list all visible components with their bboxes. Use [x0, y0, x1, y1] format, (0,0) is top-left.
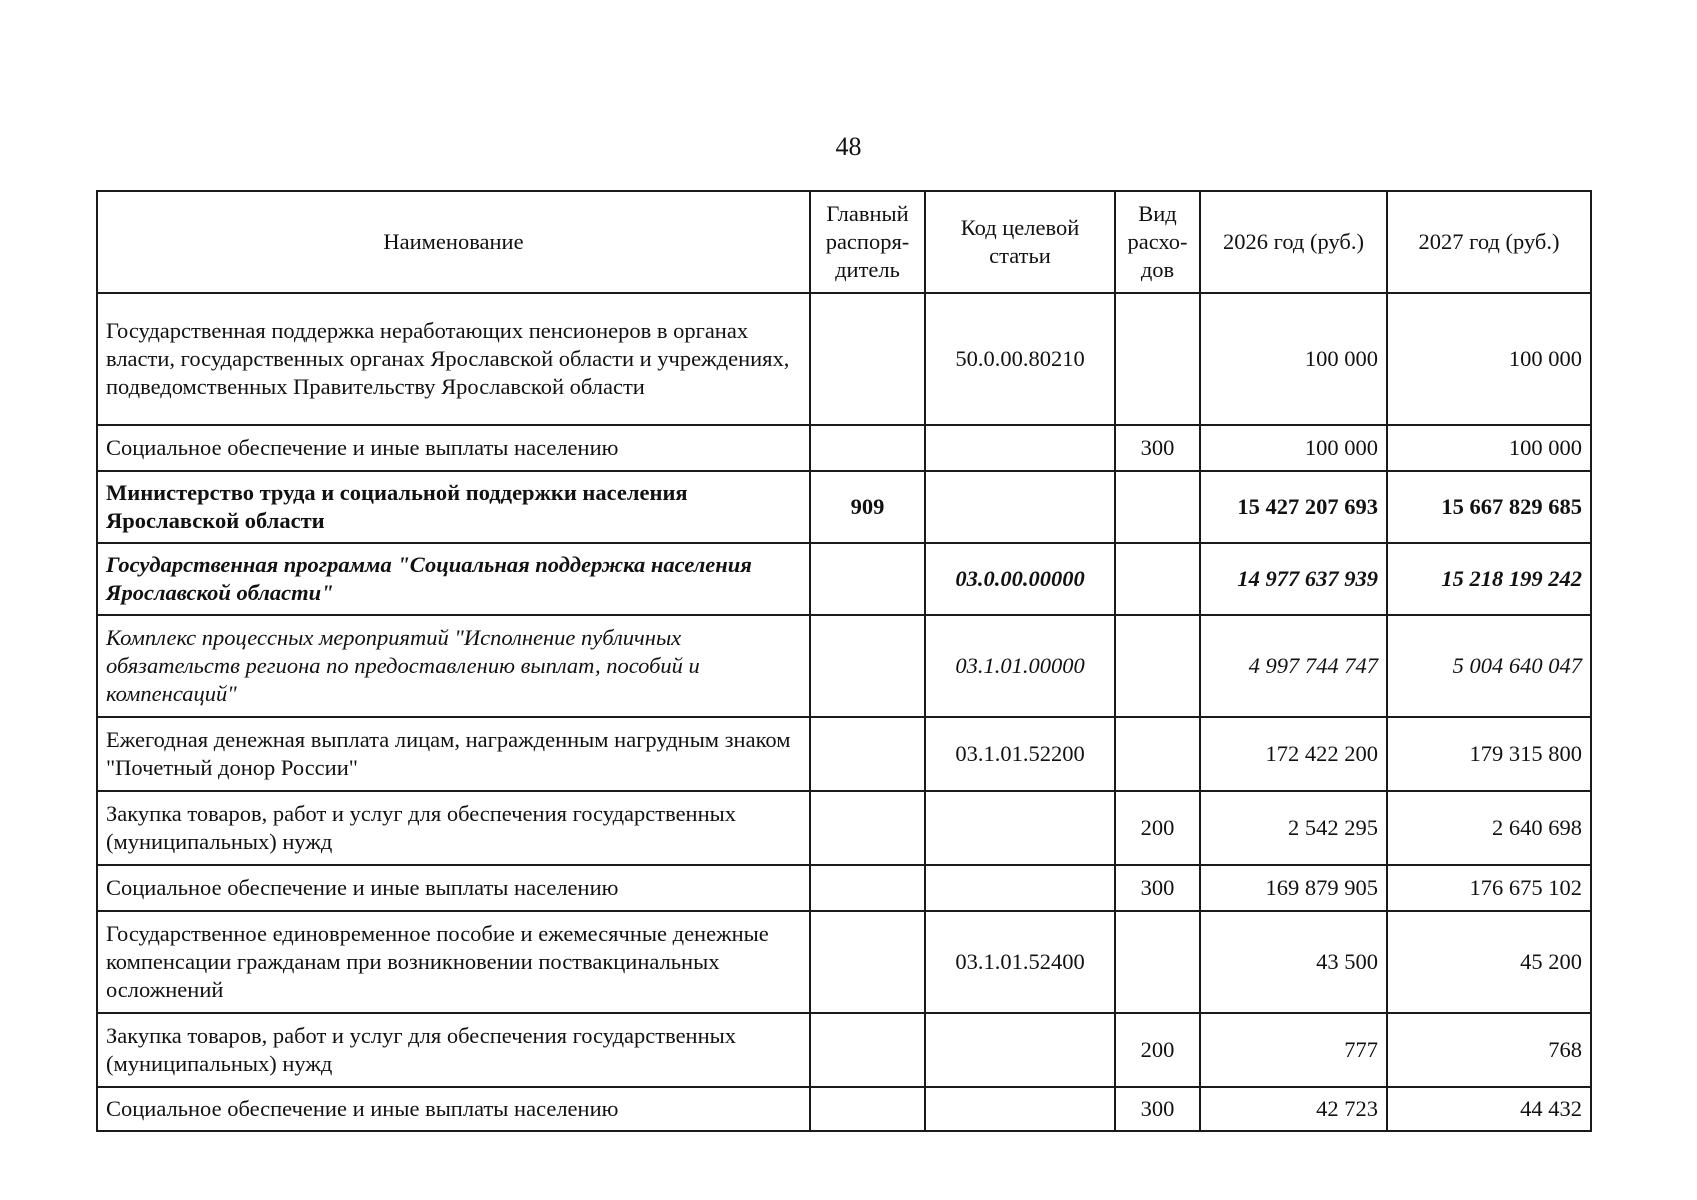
header-admin: Главный распоря-дитель	[810, 191, 925, 293]
row-admin	[810, 543, 925, 615]
row-2026: 100 000	[1200, 293, 1387, 425]
row-code: 03.1.01.52400	[925, 911, 1115, 1013]
row-2026: 42 723	[1200, 1087, 1387, 1131]
row-2027: 100 000	[1387, 293, 1591, 425]
table-row	[97, 615, 1591, 717]
table-row	[97, 717, 1591, 791]
budget-table	[96, 190, 1592, 1132]
row-admin	[810, 425, 925, 471]
row-expense-type: 200	[1115, 791, 1200, 865]
row-2027: 176 675 102	[1387, 865, 1591, 911]
row-2027: 5 004 640 047	[1387, 615, 1591, 717]
row-code	[925, 865, 1115, 911]
table-row	[97, 1013, 1591, 1087]
row-2027: 100 000	[1387, 425, 1591, 471]
row-2026: 2 542 295	[1200, 791, 1387, 865]
table-row	[97, 1087, 1591, 1131]
row-name: Закупка товаров, работ и услуг для обеспечения государственных (муниципальных) нужд	[97, 791, 810, 865]
row-expense-type	[1115, 615, 1200, 717]
table-row	[97, 543, 1591, 615]
header-2027: 2027 год (руб.)	[1387, 191, 1591, 293]
row-expense-type	[1115, 911, 1200, 1013]
row-2026: 777	[1200, 1013, 1387, 1087]
row-2027: 768	[1387, 1013, 1591, 1087]
row-2026: 4 997 744 747	[1200, 615, 1387, 717]
table-header-row	[97, 191, 1591, 293]
row-expense-type	[1115, 293, 1200, 425]
header-code: Код целевой статьи	[925, 191, 1115, 293]
header-expense-type: Вид расхо-дов	[1115, 191, 1200, 293]
row-code: 03.1.01.52200	[925, 717, 1115, 791]
row-2027: 44 432	[1387, 1087, 1591, 1131]
row-2026: 43 500	[1200, 911, 1387, 1013]
row-2027: 2 640 698	[1387, 791, 1591, 865]
row-code	[925, 1087, 1115, 1131]
row-name: Ежегодная денежная выплата лицам, награжденным нагрудным знаком "Почетный донор России"	[97, 717, 810, 791]
row-2027: 179 315 800	[1387, 717, 1591, 791]
row-2027: 45 200	[1387, 911, 1591, 1013]
row-2027: 15 218 199 242	[1387, 543, 1591, 615]
row-admin	[810, 911, 925, 1013]
row-admin: 909	[810, 471, 925, 543]
row-admin	[810, 865, 925, 911]
row-2026: 15 427 207 693	[1200, 471, 1387, 543]
row-name: Государственная поддержка неработающих пенсионеров в органах власти, государственных органах Ярославской области и учреждениях, подведомственных Правительству Ярославской области	[97, 293, 810, 425]
row-admin	[810, 1087, 925, 1131]
row-expense-type: 300	[1115, 865, 1200, 911]
row-admin	[810, 615, 925, 717]
row-code: 03.1.01.00000	[925, 615, 1115, 717]
row-name: Комплекс процессных мероприятий "Исполнение публичных обязательств региона по предоставлению выплат, пособий и компенсаций"	[97, 615, 810, 717]
row-name: Государственное единовременное пособие и ежемесячные денежные компенсации гражданам при возникновении поствакцинальных осложнений	[97, 911, 810, 1013]
row-code: 03.0.00.00000	[925, 543, 1115, 615]
row-expense-type: 300	[1115, 1087, 1200, 1131]
row-admin	[810, 717, 925, 791]
row-2026: 100 000	[1200, 425, 1387, 471]
row-expense-type: 200	[1115, 1013, 1200, 1087]
row-name: Министерство труда и социальной поддержки населения Ярославской области	[97, 471, 810, 543]
table-row	[97, 791, 1591, 865]
row-expense-type	[1115, 543, 1200, 615]
table-row	[97, 471, 1591, 543]
row-admin	[810, 791, 925, 865]
table-row	[97, 911, 1591, 1013]
row-code: 50.0.00.80210	[925, 293, 1115, 425]
table-row	[97, 425, 1591, 471]
row-admin	[810, 293, 925, 425]
row-expense-type	[1115, 471, 1200, 543]
row-code	[925, 425, 1115, 471]
header-name: Наименование	[97, 191, 810, 293]
row-code	[925, 471, 1115, 543]
table-row	[97, 865, 1591, 911]
row-code	[925, 1013, 1115, 1087]
page-number: 48	[835, 132, 862, 161]
row-name: Социальное обеспечение и иные выплаты населению	[97, 425, 810, 471]
row-2026: 14 977 637 939	[1200, 543, 1387, 615]
row-expense-type	[1115, 717, 1200, 791]
row-2026: 169 879 905	[1200, 865, 1387, 911]
row-expense-type: 300	[1115, 425, 1200, 471]
row-code	[925, 791, 1115, 865]
row-name: Социальное обеспечение и иные выплаты населению	[97, 1087, 810, 1131]
row-name: Закупка товаров, работ и услуг для обеспечения государственных (муниципальных) нужд	[97, 1013, 810, 1087]
row-name: Государственная программа "Социальная поддержка населения Ярославской области"	[97, 543, 810, 615]
header-2026: 2026 год (руб.)	[1200, 191, 1387, 293]
table-row	[97, 293, 1591, 425]
row-2026: 172 422 200	[1200, 717, 1387, 791]
row-2027: 15 667 829 685	[1387, 471, 1591, 543]
row-name: Социальное обеспечение и иные выплаты населению	[97, 865, 810, 911]
row-admin	[810, 1013, 925, 1087]
